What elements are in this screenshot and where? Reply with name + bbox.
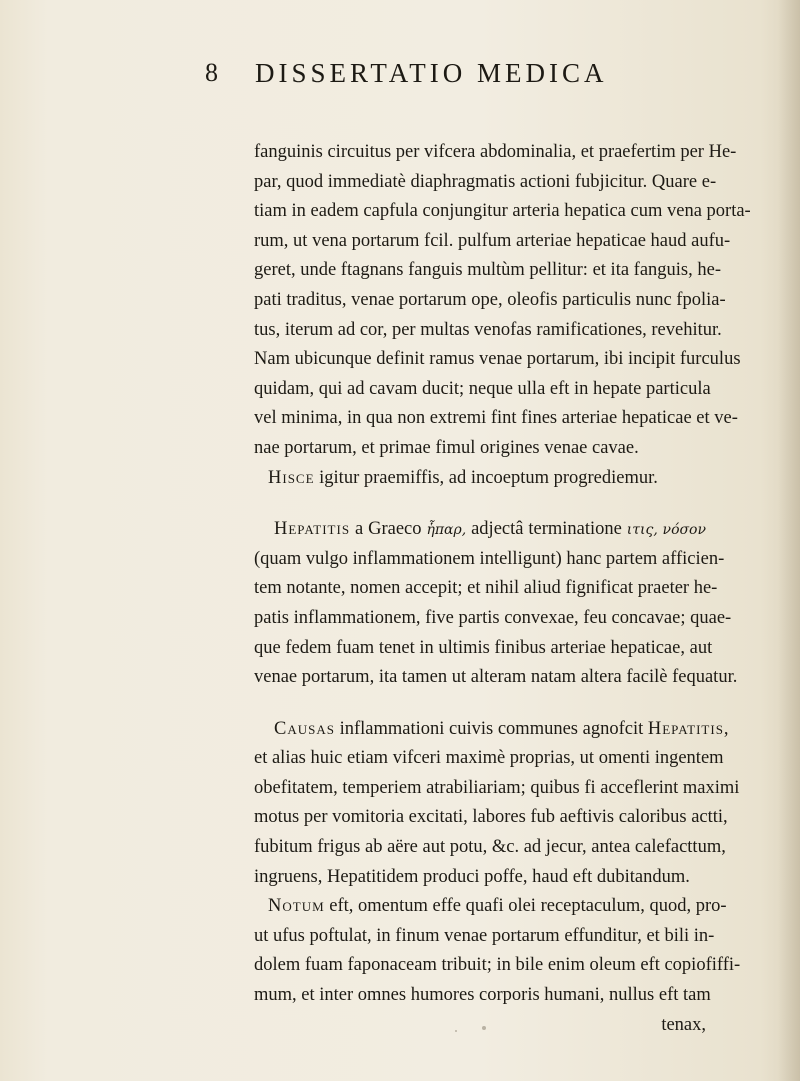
text-line: fanguinis circuitus per vifcera abdominalia, et praefertim per He- <box>254 142 737 162</box>
body-text <box>254 138 751 1040</box>
text-line: que fedem fuam tenet in ultimis finibus arteriae hepaticae, aut <box>254 637 713 658</box>
text-line: tem notante, nomen accepit; et nihil aliud fignificat praeter he- <box>254 578 718 599</box>
paragraph-circulation <box>254 138 751 464</box>
greek-word: ἧπαρ, <box>426 522 467 539</box>
text-line: mum, et inter omnes humores corporis humani, nullus eft tam <box>254 985 711 1006</box>
text-line: (quam vulgo inflammationem intelligunt) hanc partem afficien- <box>254 548 725 569</box>
text-line: geret, unde ftagnans fanguis multùm pellitur: et ita fanguis, he- <box>254 260 721 281</box>
catchword: tenax, <box>661 1014 706 1035</box>
paragraph-gap <box>254 493 706 515</box>
paragraph-hisce <box>254 464 706 494</box>
text-line <box>254 892 727 922</box>
text-line: venae portarum, ita tamen ut alteram natam altera facilè fequatur. <box>254 667 738 688</box>
text-run: eft, omentum effe quafi olei receptaculum, quod, pro- <box>324 896 727 917</box>
page-number: 8 <box>205 58 219 87</box>
greek-word: ιτις, νόσον <box>626 522 706 539</box>
text-run: igitur praemiffis, ad incoeptum progrediemur. <box>314 467 658 488</box>
paragraph-gap <box>254 693 706 715</box>
lead-word: Hepatitis <box>274 519 351 540</box>
text-line: patis inflammationem, five partis convexae, feu concavae; quae- <box>254 607 732 628</box>
paper-speck <box>455 1030 457 1032</box>
text-line: fubitum frigus ab aëre aut potu, &c. ad jecur, antea calefacttum, <box>254 837 726 858</box>
lead-word: Hisce <box>268 467 315 488</box>
page-edge-shadow <box>778 0 800 1081</box>
text-run: a Graeco <box>350 519 427 540</box>
lead-word: Hepatitis, <box>647 718 730 739</box>
text-line: tus, iterum ad cor, per multas venofas ramificationes, revehitur. <box>254 319 722 340</box>
lead-word: Notum <box>268 896 325 917</box>
paragraph-notum <box>254 892 741 1010</box>
text-line: quidam, qui ad cavam ducit; neque ulla eft in hepate particula <box>254 378 711 399</box>
paragraph-causas <box>254 715 740 893</box>
text-line: obefitatem, temperiem atrabiliariam; quibus fi acceflerint maximi <box>254 777 740 798</box>
text-line: nae portarum, et primae fimul origines venae cavae. <box>254 437 639 458</box>
page-header <box>205 58 745 98</box>
text-line: ingruens, Hepatitidem produci poffe, haud eft dubitandum. <box>254 866 690 887</box>
text-line: vel minima, in qua non extremi fint fines arteriae hepaticae et ve- <box>254 408 738 429</box>
text-line: rum, ut vena portarum fcil. pulfum arteriae hepaticae haud aufu- <box>254 230 731 251</box>
lead-word: Causas <box>274 718 335 739</box>
text-run: inflammationi cuivis communes agnofcit <box>334 718 648 739</box>
text-line: pati traditus, venae portarum ope, oleofis particulis nunc fpolia- <box>254 289 726 310</box>
text-line: ut ufus poftulat, in finum venae portarum effunditur, et bili in- <box>254 925 715 946</box>
text-line: dolem fuam faponaceam tribuit; in bile enim oleum eft copiofiffi- <box>254 955 741 976</box>
running-head: DISSERTATIO MEDICA <box>255 58 608 88</box>
paragraph-hepatitis <box>254 515 738 693</box>
text-line: motus per vomitoria excitati, labores fub aeftivis caloribus actti, <box>254 807 728 828</box>
text-line: par, quod immediatè diaphragmatis actioni fubjicitur. Quare e- <box>254 171 717 192</box>
text-line: Nam ubicunque definit ramus venae portarum, ibi incipit furculus <box>254 349 741 370</box>
text-line: et alias huic etiam vifceri maximè proprias, ut omenti ingentem <box>254 748 724 769</box>
text-run: adjectâ terminatione <box>466 519 627 540</box>
paper-speck <box>482 1026 486 1030</box>
text-line <box>254 515 706 545</box>
text-line: tiam in eadem capfula conjungitur arteria hepatica cum vena porta- <box>254 201 751 222</box>
text-line <box>254 715 730 745</box>
